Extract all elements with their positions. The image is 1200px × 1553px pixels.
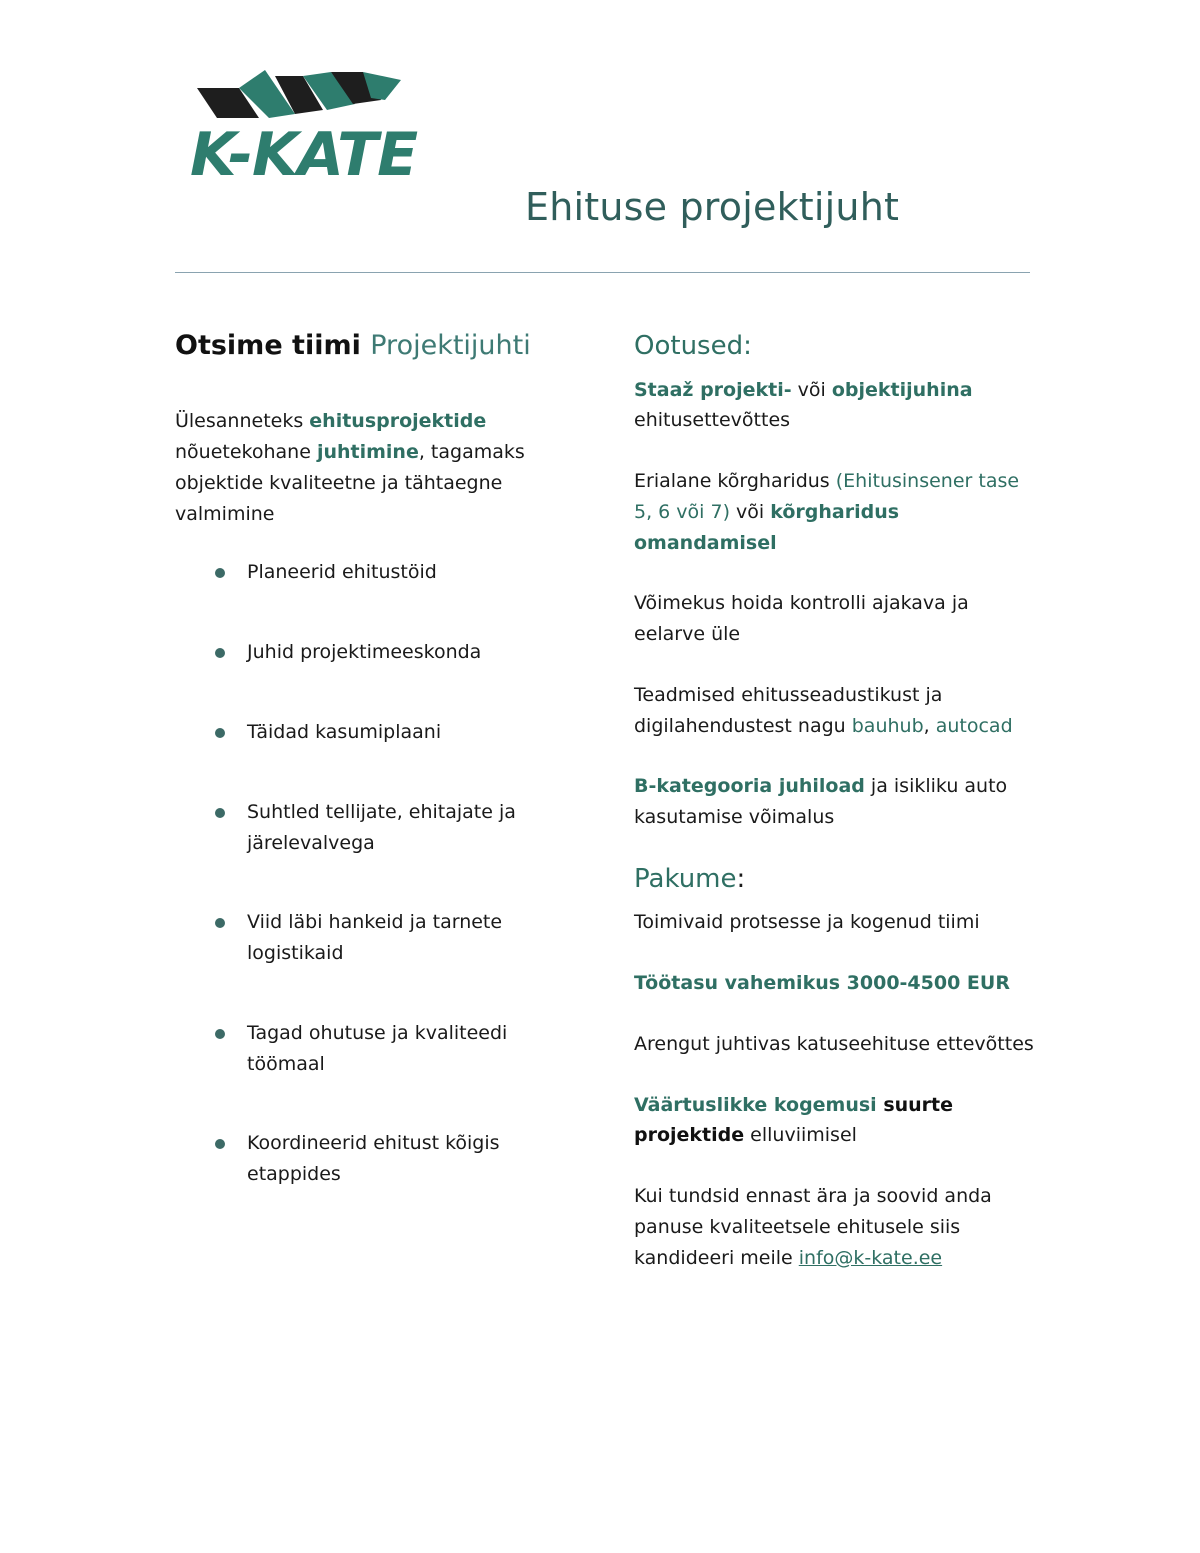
- intro-text-3: , tagamaks objektide kvaliteetne ja tähtaegne valmimine: [175, 441, 525, 525]
- page-header: [0, 0, 1200, 250]
- offer-heading: [634, 863, 1034, 896]
- exp4-text-2: ,: [923, 714, 936, 737]
- svg-text:K-KATE: K-KATE: [190, 120, 418, 190]
- expectation-item-3: Võimekus hoida kontrolli ajakava ja eelarve üle: [634, 592, 969, 646]
- closing-text: Kui tundsid ennast ära ja soovid anda panuse kvaliteetsele ehitusele siis kandideeri meile: [634, 1185, 992, 1269]
- intro-paragraph: [175, 406, 575, 529]
- list-item: [175, 1128, 575, 1190]
- left-heading: [175, 330, 575, 362]
- closing-paragraph: [634, 1181, 1034, 1273]
- exp4-accent-1: bauhub: [851, 714, 924, 737]
- exp4-text-1: Teadmised ehitusseadustikust ja digilahendustest nagu: [634, 683, 943, 737]
- exp2-text-2: või: [729, 500, 771, 523]
- intro-text-1: Ülesanneteks: [175, 410, 310, 433]
- exp2-text-1: Erialane kõrgharidus: [634, 470, 836, 493]
- email-link[interactable]: info@k-kate.ee: [798, 1246, 943, 1269]
- left-heading-accent: Projektijuhti: [370, 330, 531, 361]
- list-item: [175, 797, 575, 859]
- list-item: [175, 637, 575, 668]
- intro-text-2: nõuetekohane: [175, 441, 317, 464]
- exp1-accent-2: objektijuhina: [831, 378, 973, 401]
- exp1-accent-1: Staaž projekti-: [634, 378, 792, 401]
- bullet-dot-icon: [215, 648, 225, 658]
- offer4-accent-1: Väärtuslikke kogemusi: [634, 1093, 884, 1116]
- exp5-accent-1: B-kategooria juhiload: [634, 775, 865, 798]
- task-list: [175, 557, 575, 1189]
- list-item: [175, 557, 575, 588]
- bullet-dot-icon: [215, 1139, 225, 1149]
- exp2-accent-2: kõrgharidus omandamisel: [634, 500, 900, 554]
- intro-accent-1: ehitusprojektide: [309, 410, 487, 433]
- header-divider: [175, 272, 1030, 273]
- expectation-item-4: [634, 680, 1034, 742]
- page-title: Ehituse projektijuht: [525, 185, 900, 229]
- column-requirements: [634, 330, 1034, 1304]
- list-item: [175, 717, 575, 748]
- list-item-label: Suhtled tellijate, ehitajate ja järelevalvega: [247, 800, 516, 854]
- expectation-item-5: [634, 771, 1034, 833]
- intro-accent-2: juhtimine: [316, 441, 419, 464]
- offer4-bold-1: suurte projektide: [634, 1093, 954, 1147]
- offer-heading-accent: Pakume: [634, 863, 737, 894]
- expectations-heading: Ootused:: [634, 331, 752, 361]
- offer-heading-tail: :: [736, 863, 746, 894]
- expectation-item-2: [634, 466, 1034, 558]
- exp1-text-1: või: [791, 378, 832, 401]
- list-item: [175, 1018, 575, 1080]
- exp1-text-2: ehitusettevõttes: [634, 409, 791, 432]
- list-item-label: Koordineerid ehitust kõigis etappides: [247, 1132, 500, 1186]
- list-item-label: Täidad kasumiplaani: [247, 720, 442, 743]
- exp4-accent-2: autocad: [935, 714, 1013, 737]
- logo-chevron-icon: [195, 70, 405, 122]
- exp5-text-1: ja isikliku auto kasutamise võimalus: [634, 775, 1008, 829]
- list-item-label: Tagad ohutuse ja kvaliteedi töömaal: [247, 1021, 508, 1075]
- left-heading-plain: Otsime tiimi: [175, 330, 371, 361]
- bullet-dot-icon: [215, 568, 225, 578]
- exp2-accent-1: (Ehitusinsener tase 5, 6 või 7): [634, 470, 1020, 523]
- bullet-dot-icon: [215, 1029, 225, 1039]
- list-item: [175, 907, 575, 969]
- offer-item-1: Toimivaid protsesse ja kogenud tiimi: [634, 911, 980, 934]
- list-item-label: Viid läbi hankeid ja tarnete logistikaid: [247, 911, 503, 965]
- offer-item-3: Arengut juhtivas katuseehituse ettevõttes: [634, 1032, 1034, 1055]
- company-logo: [190, 70, 480, 190]
- list-item-label: Juhid projektimeeskonda: [247, 641, 482, 664]
- logo-wordmark: [190, 120, 480, 190]
- bullet-dot-icon: [215, 728, 225, 738]
- list-item-label: Planeerid ehitustöid: [247, 561, 437, 584]
- offer-item-4: [634, 1090, 1034, 1152]
- bullet-dot-icon: [215, 918, 225, 928]
- offer4-text-1: elluviimisel: [744, 1124, 857, 1147]
- offer-item-salary: Töötasu vahemikus 3000-4500 EUR: [634, 972, 1010, 995]
- column-tasks: [175, 330, 575, 1190]
- expectation-item-1: [634, 375, 1034, 437]
- bullet-dot-icon: [215, 808, 225, 818]
